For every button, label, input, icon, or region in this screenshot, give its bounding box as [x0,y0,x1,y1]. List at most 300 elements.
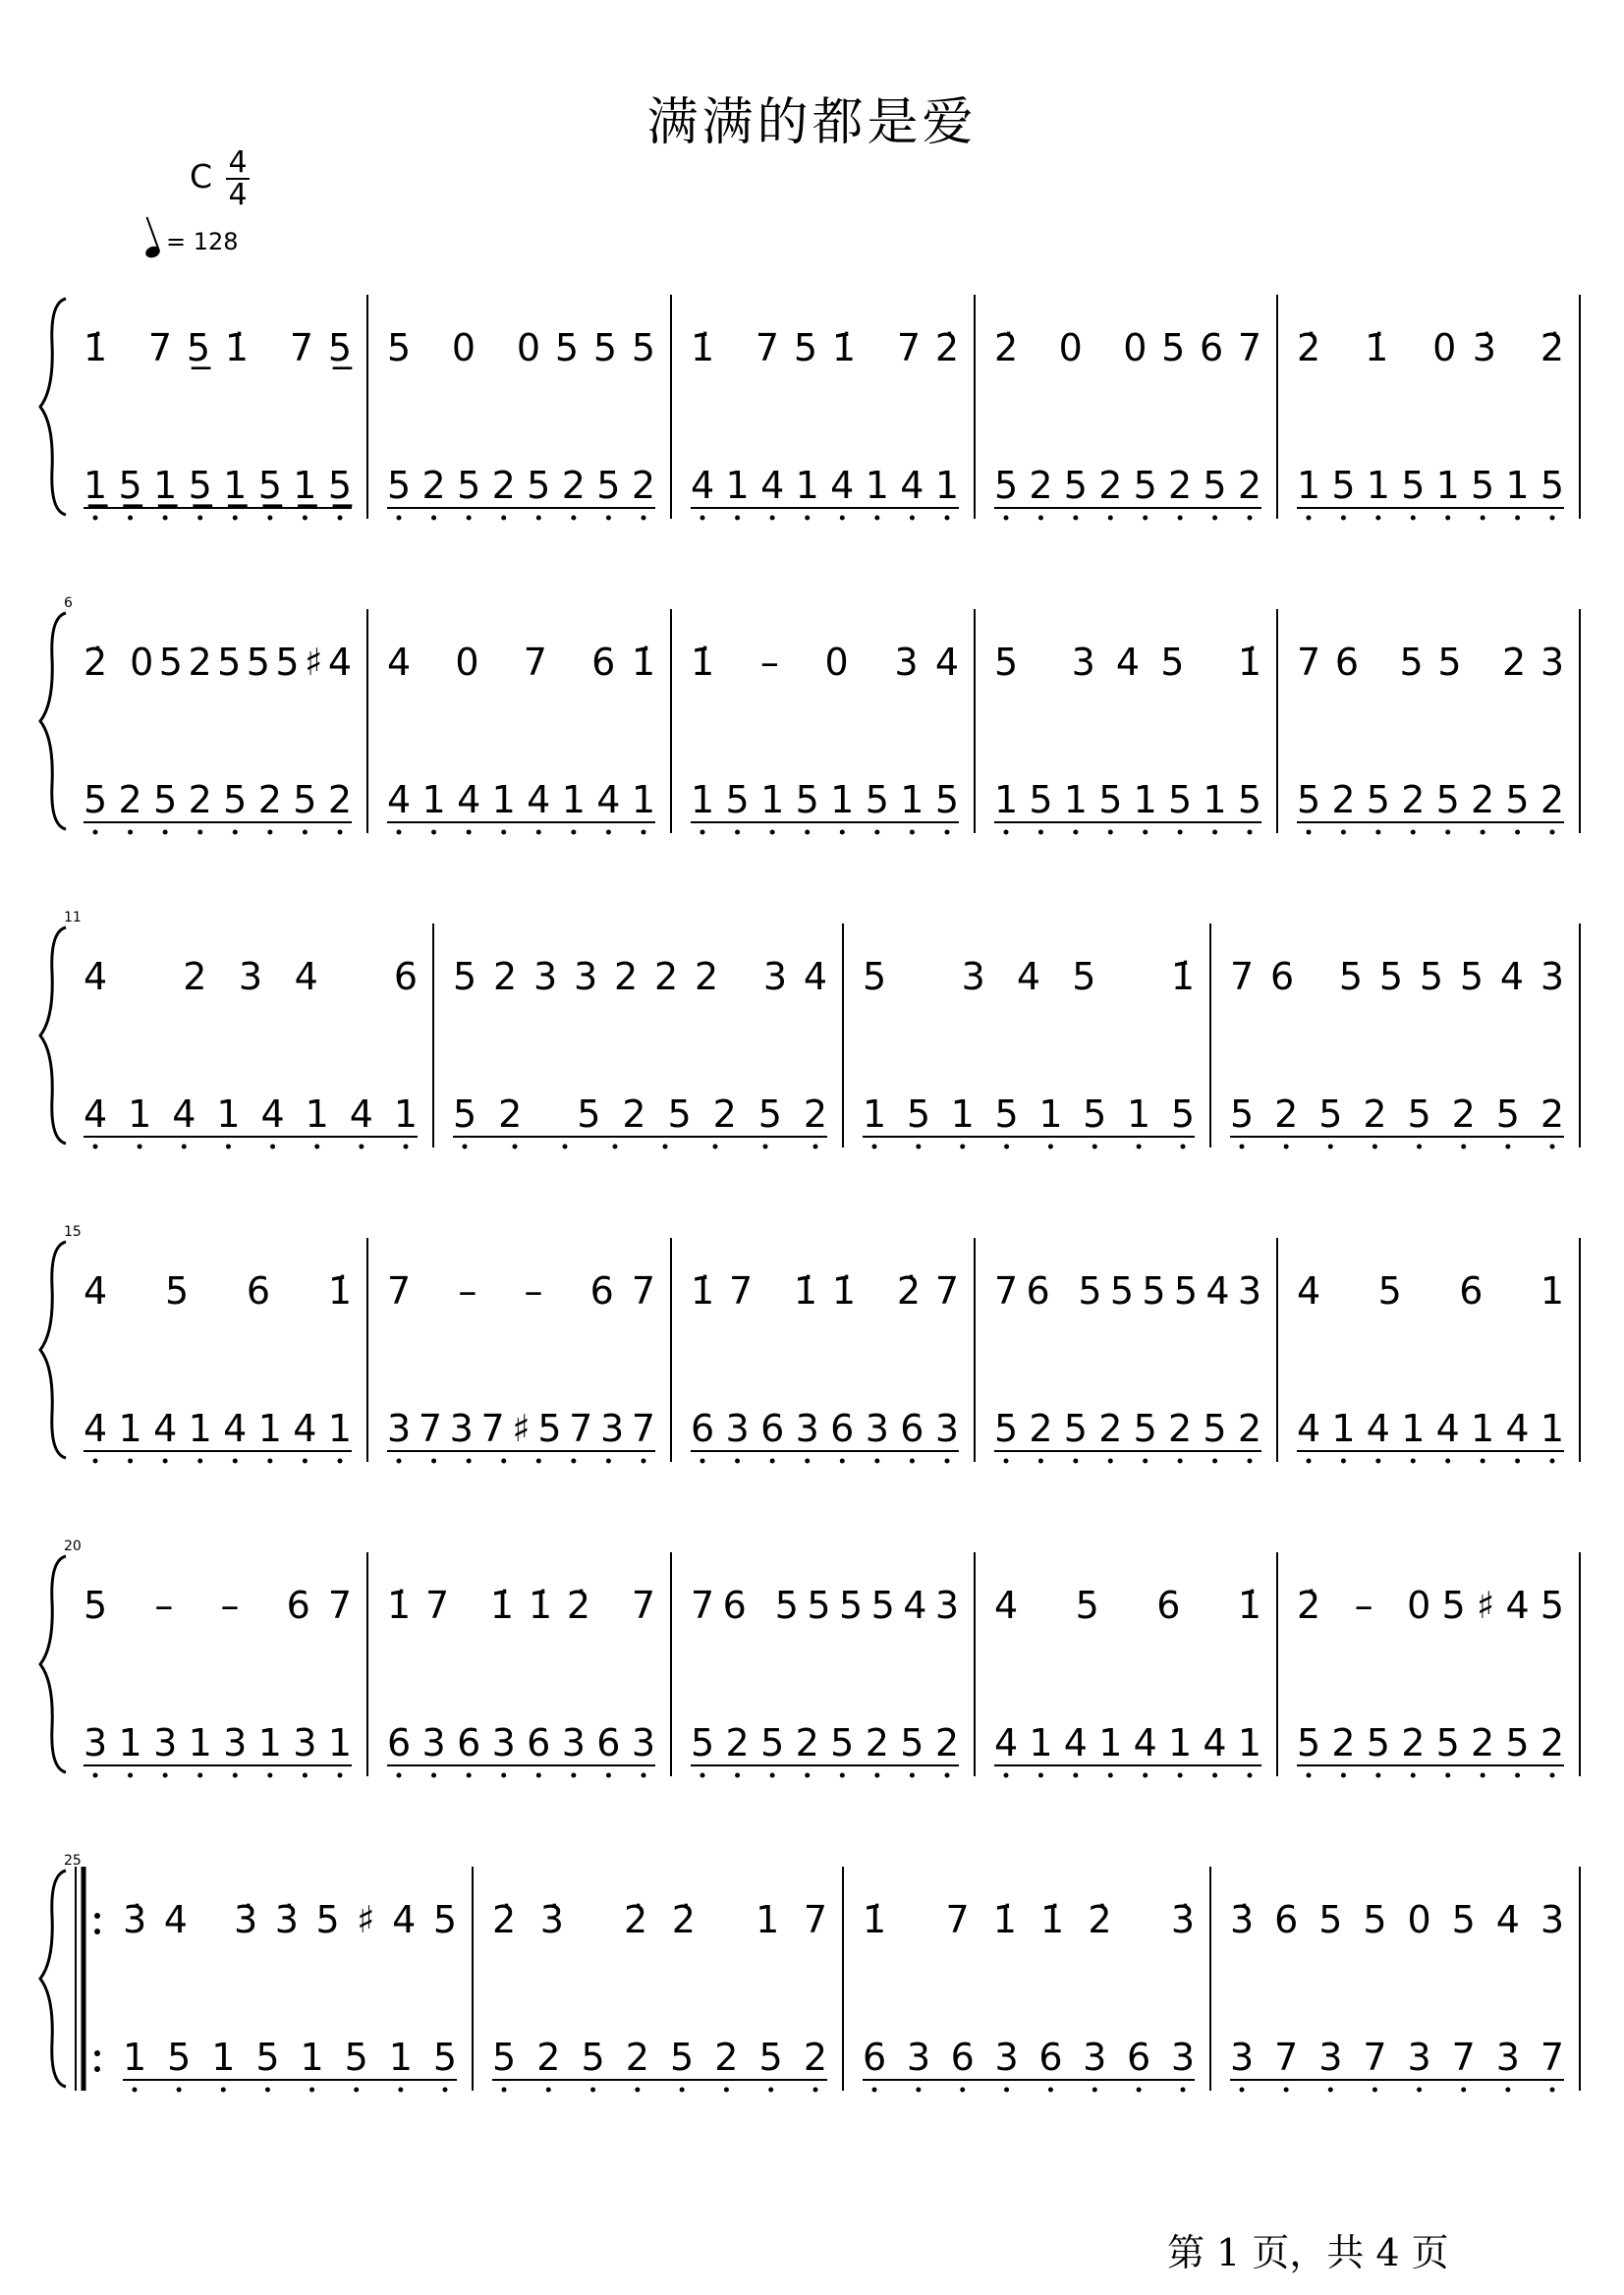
system-brace [40,1556,66,1772]
octave-dot [1411,830,1416,835]
bass-notes: 15151515 [691,778,959,821]
octave-dot [1073,516,1078,521]
treble-notes: 76 555543 [691,1584,959,1627]
octave-dot [197,830,202,835]
octave-dot [1515,1459,1520,1464]
octave-dot [813,1145,818,1149]
octave-dot [1515,1773,1520,1778]
octave-dot [1375,830,1380,835]
octave-dot [1212,830,1217,835]
octave-dot [431,1459,436,1464]
system-brace [40,1242,66,1458]
octave-dot [1143,1459,1148,1464]
octave-dot [1178,1459,1183,1464]
octave-dot [221,2088,226,2093]
octave-dot [1550,2088,1555,2093]
octave-dot [536,1459,541,1464]
octave-dot [700,1459,705,1464]
bass-notes: 52 525252 [453,1092,827,1136]
octave-dot [768,2088,773,2093]
octave-dot [513,1145,518,1149]
octave-dot [1137,1145,1142,1149]
octave-dot [1515,830,1520,835]
octave-dot [910,1773,915,1778]
octave-dot [642,830,646,835]
octave-dot [910,1459,915,1464]
octave-dot [642,516,646,521]
octave-dot [813,2088,818,2093]
octave-dot [700,1773,705,1778]
octave-dot [93,1459,98,1464]
octave-dot [1307,830,1312,835]
octave-dot [1307,1459,1312,1464]
octave-dot [1248,830,1253,835]
octave-dot [1481,830,1485,835]
octave-dot [874,1773,879,1778]
octave-dot [1411,1459,1416,1464]
octave-dot [1375,516,1380,521]
treble-notes: 5233222 34 [453,955,827,998]
octave-dot [590,2088,595,2093]
octave-dot [267,830,272,835]
treble-notes: 7 – – 67 [387,1269,655,1313]
octave-dot [397,830,402,835]
octave-dot [163,830,168,835]
bass-notes: 41414141 [1297,1407,1564,1450]
octave-dot [735,830,740,835]
octave-dot [840,1459,845,1464]
octave-dot [1038,516,1043,521]
octave-dot [270,1145,275,1149]
bass-notes: 37373737 [1230,2036,1564,2079]
octave-dot [267,1459,272,1464]
octave-dot [1108,1459,1113,1464]
octave-dot [1505,2088,1510,2093]
octave-dot [467,1459,472,1464]
octave-dot [663,1145,668,1149]
octave-dot [1212,1459,1217,1464]
treble-notes: 76 555543 [994,1269,1261,1313]
octave-dot [467,830,472,835]
octave-dot [93,1145,98,1149]
octave-dot [197,1459,202,1464]
octave-dot [1417,2088,1422,2093]
octave-dot [1240,2088,1245,2093]
octave-dot [1212,516,1217,521]
octave-dot [1143,830,1148,835]
octave-dot [700,516,705,521]
bass-notes: 41414141 [994,1721,1261,1764]
octave-dot [724,2088,729,2093]
octave-dot [1550,1145,1555,1149]
octave-dot [177,2088,182,2093]
octave-dot [1004,2088,1009,2093]
octave-dot [1073,1459,1078,1464]
octave-dot [1445,1773,1450,1778]
octave-dot [635,2088,640,2093]
treble-notes: 1̇ – 0 34 [691,641,959,684]
bass-notes: 3737♯5737 [387,1407,655,1450]
octave-dot [1307,1773,1312,1778]
octave-dot [874,1459,879,1464]
bass-notes: 63636363 [691,1407,959,1450]
octave-dot [1372,2088,1377,2093]
octave-dot [397,1773,402,1778]
octave-dot [128,1773,133,1778]
octave-dot [1248,516,1253,521]
time-signature-denominator: 4 [228,178,248,212]
octave-dot [642,1459,646,1464]
octave-dot [267,516,272,521]
treble-notes: 76 55 23 [1297,641,1564,684]
bass-notes: 52525252 [691,1721,959,1764]
octave-dot [805,1773,810,1778]
octave-dot [872,1145,877,1149]
octave-dot [571,830,576,835]
octave-dot [338,516,343,521]
octave-dot [93,516,98,521]
octave-dot [563,1145,568,1149]
octave-dot [960,1145,965,1149]
repeat-dot [94,2050,100,2056]
octave-dot [916,1145,921,1149]
octave-dot [197,1773,202,1778]
octave-dot [467,1773,472,1778]
octave-dot [945,1459,950,1464]
measure-number: 11 [64,910,82,925]
octave-dot [770,1459,775,1464]
treble-notes: 4 0 7 61̇ [387,641,655,684]
octave-dot [93,1773,98,1778]
bass-notes: 41414141 [691,464,959,507]
octave-dot [1461,1145,1466,1149]
bass-notes: 52525252 [1297,1721,1564,1764]
octave-dot [431,830,436,835]
octave-dot [945,516,950,521]
octave-dot [163,516,168,521]
octave-dot [1048,2088,1053,2093]
octave-dot [1181,2088,1186,2093]
treble-notes: 2̇ – 05♯45 [1297,1584,1564,1627]
bass-notes: 52525252 [492,2036,827,2079]
octave-dot [443,2088,448,2093]
octave-dot [1178,516,1183,521]
octave-dot [945,1773,950,1778]
bass-notes: 52525252 [1297,778,1564,821]
octave-dot [502,2088,507,2093]
octave-dot [197,516,202,521]
octave-dot [128,516,133,521]
treble-notes: 1̇ 71̇1̇2̇ 3̇ [863,1898,1195,1941]
system-brace [40,927,66,1144]
octave-dot [613,1145,618,1149]
bass-notes: 41414141 [84,1092,418,1136]
octave-dot [163,1773,168,1778]
octave-dot [1004,516,1009,521]
octave-dot [770,830,775,835]
octave-dot [1038,830,1043,835]
octave-dot [1328,1145,1333,1149]
treble-notes: 5 345 1̇ [863,955,1195,998]
time-signature-numerator: 4 [228,145,248,180]
octave-dot [354,2088,359,2093]
octave-dot [1411,516,1416,521]
octave-dot [467,516,472,521]
octave-dot [874,830,879,835]
octave-dot [1004,1459,1009,1464]
octave-dot [309,2088,314,2093]
treble-notes: 1̇ 751̇ 72̇ [691,326,959,369]
octave-dot [1073,830,1078,835]
octave-dot [501,830,506,835]
treble-notes: 5 345 1̇ [994,641,1261,684]
measure-number: 15 [64,1224,82,1240]
octave-dot [680,2088,685,2093]
system-brace [40,1871,66,2087]
treble-notes: 4 5 6 1̇ [994,1584,1261,1627]
octave-dot [138,1145,142,1149]
bass-notes: 15151515 [1297,464,1564,507]
measure-number: 20 [64,1539,82,1554]
repeat-dot [94,1929,100,1934]
octave-dot [133,2088,138,2093]
bass-notes: 41414141 [84,1407,352,1450]
octave-dot [233,1459,238,1464]
octave-dot [1445,830,1450,835]
octave-dot [1073,1773,1078,1778]
octave-dot [805,1459,810,1464]
octave-dot [1004,1145,1009,1149]
octave-dot [1108,1773,1113,1778]
octave-dot [226,1145,231,1149]
octave-dot [1505,1145,1510,1149]
octave-dot [501,1459,506,1464]
octave-dot [642,1773,646,1778]
key-signature: C [190,157,213,196]
octave-dot [338,1773,343,1778]
octave-dot [1341,1459,1346,1464]
octave-dot [338,1459,343,1464]
octave-dot [1137,2088,1142,2093]
bass-notes: 52525252 [387,464,655,507]
octave-dot [359,1145,364,1149]
octave-dot [571,516,576,521]
treble-notes: 3̇6550543 [1230,1898,1564,1941]
tempo-value: = 128 [166,228,239,255]
octave-dot [735,1459,740,1464]
octave-dot [128,1459,133,1464]
repeat-dot [94,2066,100,2072]
bass-notes: 31313131 [84,1721,352,1764]
octave-dot [1550,516,1555,521]
treble-notes: 1̇ 75̲1̇ 75̲ [84,326,352,369]
bass-notes: 63636363 [863,2036,1195,2079]
treble-notes: 76 555543 [1230,955,1564,998]
octave-dot [910,516,915,521]
octave-dot [1375,1773,1380,1778]
octave-dot [1092,1145,1097,1149]
octave-dot [840,1773,845,1778]
octave-dot [735,1773,740,1778]
system-brace [40,299,66,515]
treble-notes: 2̇ 052555♯4 [84,641,352,684]
octave-dot [431,516,436,521]
bass-notes: 52525252 [84,778,352,821]
repeat-dot [94,1913,100,1919]
treble-notes: 1̇7 1̇1̇ 2̇7 [691,1269,959,1313]
octave-dot [606,1773,611,1778]
treble-notes: 4 5 6 1̇ [84,1269,352,1313]
octave-dot [700,830,705,835]
octave-dot [910,830,915,835]
octave-dot [1038,1773,1043,1778]
treble-notes: 5 – – 67 [84,1584,352,1627]
octave-dot [303,1773,308,1778]
bass-notes: 52525252 [1230,1092,1564,1136]
octave-dot [1038,1459,1043,1464]
octave-dot [872,2088,877,2093]
bass-notes: 63636363 [387,1721,655,1764]
octave-dot [1178,830,1183,835]
octave-dot [1108,830,1113,835]
octave-dot [1550,830,1555,835]
octave-dot [1445,1459,1450,1464]
octave-dot [571,1459,576,1464]
octave-dot [945,830,950,835]
octave-dot [1212,1773,1217,1778]
octave-dot [1092,2088,1097,2093]
treble-notes: 3̇4 3̇3̇5♯45 [123,1898,457,1941]
octave-dot [916,2088,921,2093]
octave-dot [233,516,238,521]
octave-dot [874,516,879,521]
octave-dot [805,830,810,835]
octave-dot [303,516,308,521]
octave-dot [1481,516,1485,521]
measure-number: 25 [64,1853,82,1869]
octave-dot [404,1145,409,1149]
octave-dot [1411,1773,1416,1778]
octave-dot [1515,516,1520,521]
page-footer: 第 1 页，共 4 页 [1167,2231,1449,2274]
octave-dot [1284,1145,1289,1149]
octave-dot [606,1459,611,1464]
octave-dot [1048,1145,1053,1149]
octave-dot [163,1459,168,1464]
octave-dot [303,1459,308,1464]
octave-dot [1481,1459,1485,1464]
treble-notes: 2̇3̇ 2̇2̇ 17 [492,1898,827,1941]
octave-dot [536,516,541,521]
octave-dot [501,516,506,521]
octave-dot [536,830,541,835]
octave-dot [606,516,611,521]
octave-dot [770,1773,775,1778]
octave-dot [1341,1773,1346,1778]
treble-notes: 2̇ 0 0567 [994,326,1261,369]
octave-dot [397,516,402,521]
octave-dot [1004,1773,1009,1778]
octave-dot [571,1773,576,1778]
octave-dot [1143,516,1148,521]
octave-dot [265,2088,270,2093]
octave-dot [233,830,238,835]
octave-dot [1372,1145,1377,1149]
octave-dot [314,1145,319,1149]
octave-dot [1181,1145,1186,1149]
octave-dot [606,830,611,835]
bass-notes: 15151515 [994,778,1261,821]
octave-dot [1550,1459,1555,1464]
octave-dot [1550,1773,1555,1778]
treble-notes: 2̇ 1̇ 03̇ 2̇ [1297,326,1564,369]
treble-notes: 1̇7 1̇1̇2̇ 7 [387,1584,655,1627]
treble-notes: 5 0 0555 [387,326,655,369]
octave-dot [840,516,845,521]
octave-dot [1108,516,1113,521]
octave-dot [1307,516,1312,521]
octave-dot [501,1773,506,1778]
octave-dot [182,1145,187,1149]
octave-dot [840,830,845,835]
octave-dot [1240,1145,1245,1149]
octave-dot [1417,1145,1422,1149]
bass-notes: 1̲5̲1̲5̲1̲5̲1̲5̲ [84,464,352,507]
octave-dot [398,2088,403,2093]
octave-dot [1375,1459,1380,1464]
octave-dot [536,1773,541,1778]
octave-dot [1481,1773,1485,1778]
octave-dot [763,1145,768,1149]
octave-dot [713,1145,718,1149]
octave-dot [267,1773,272,1778]
bass-notes: 15151515 [123,2036,457,2079]
octave-dot [338,830,343,835]
octave-dot [397,1459,402,1464]
octave-dot [1248,1773,1253,1778]
octave-dot [735,516,740,521]
octave-dot [1445,516,1450,521]
octave-dot [1461,2088,1466,2093]
octave-dot [303,830,308,835]
octave-dot [1284,2088,1289,2093]
octave-dot [1341,516,1346,521]
system-brace [40,613,66,829]
octave-dot [1004,830,1009,835]
octave-dot [546,2088,551,2093]
octave-dot [1143,1773,1148,1778]
octave-dot [1341,830,1346,835]
octave-dot [1178,1773,1183,1778]
octave-dot [805,516,810,521]
measure-number: 6 [64,595,73,611]
octave-dot [463,1145,468,1149]
octave-dot [770,516,775,521]
page-title: 满满的都是爱 [646,93,978,152]
bass-notes: 15151515 [863,1092,1195,1136]
octave-dot [1328,2088,1333,2093]
octave-dot [431,1773,436,1778]
octave-dot [128,830,133,835]
bass-notes: 52525252 [994,464,1261,507]
treble-notes: 4 5 6 1 [1297,1269,1564,1313]
octave-dot [1248,1459,1253,1464]
octave-dot [233,1773,238,1778]
bass-notes: 52525252 [994,1407,1261,1450]
octave-dot [93,830,98,835]
bass-notes: 41414141 [387,778,655,821]
treble-notes: 4 234 6 [84,955,418,998]
